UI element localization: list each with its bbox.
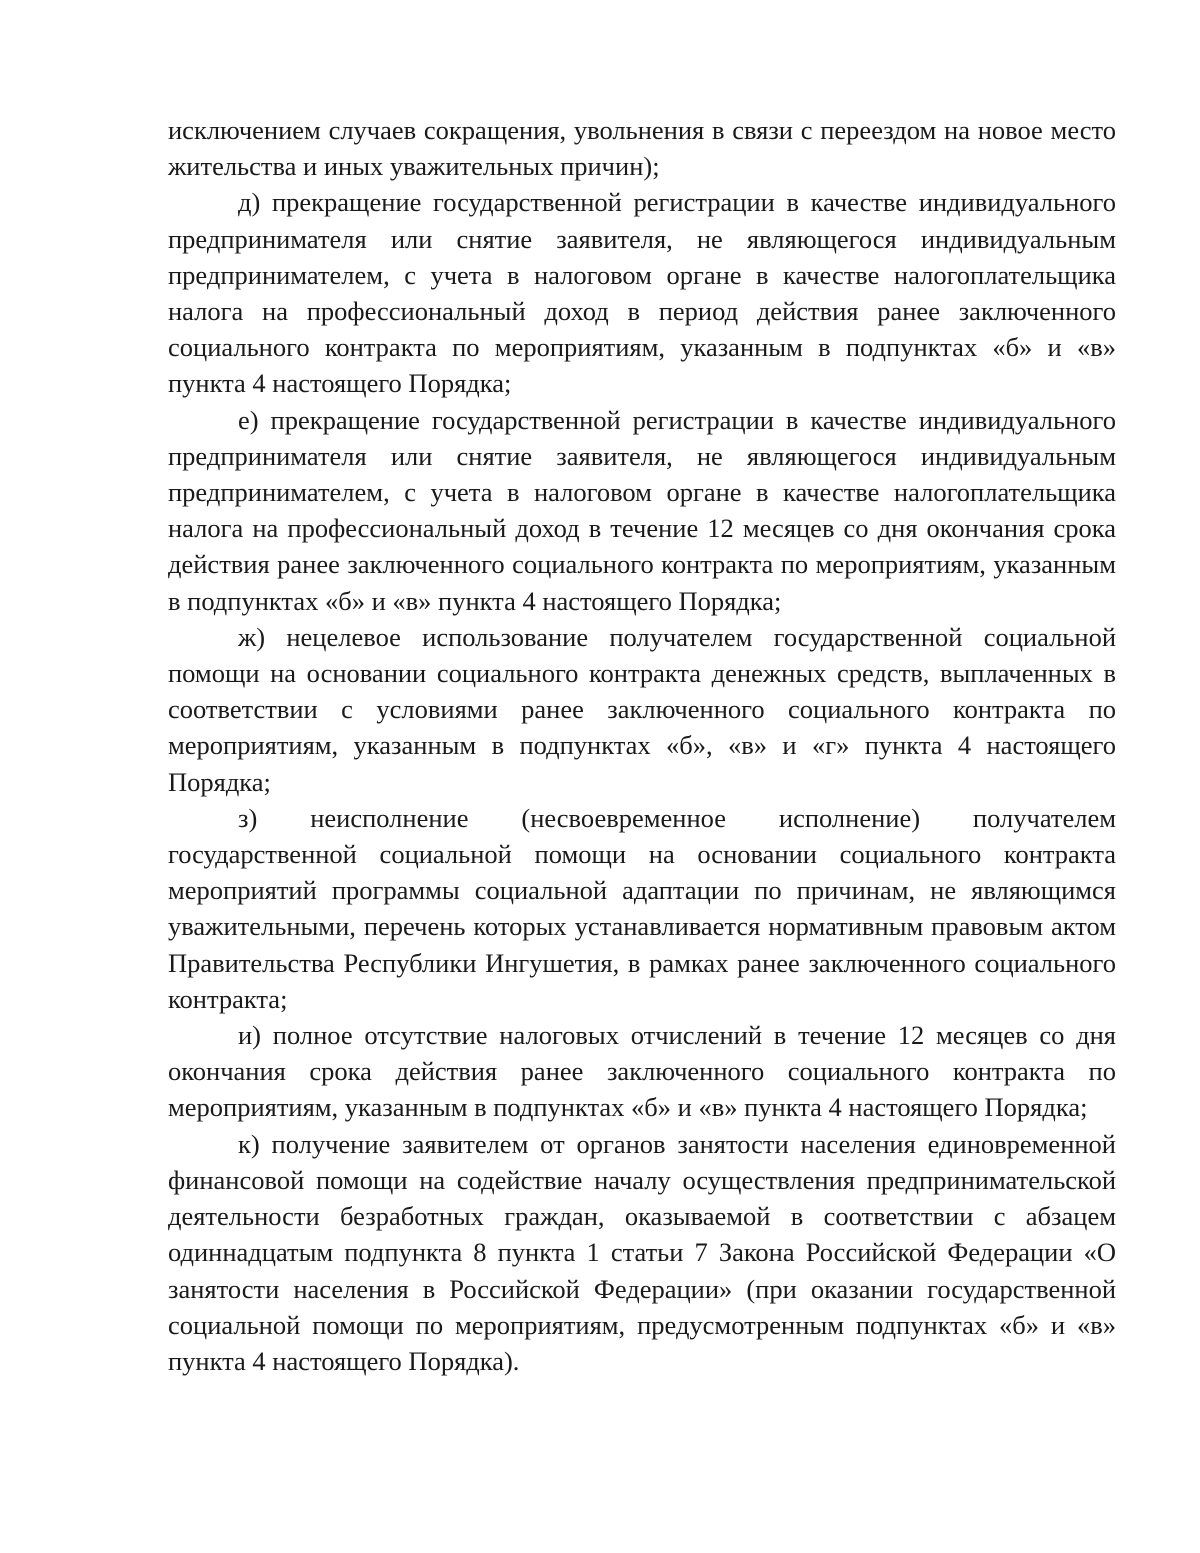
paragraph-item-zh: ж) нецелевое использование получателем государственной социальной помощи на основании социального контракта денежных средств, выплаченных в соответствии с условиями ранее заключенного социального контракта по мероприятиям, указанным в подпунктах «б», «в» и «г» пункта 4 настоящего Порядка; bbox=[168, 621, 1116, 797]
paragraph-continuation: исключением случаев сокращения, увольнения в связи с переездом на новое место жительства и иных уважительных причин); bbox=[168, 115, 1116, 182]
paragraph-item-d: д) прекращение государственной регистрации в качестве индивидуального предпринимателя или снятие заявителя, не являющегося индивидуальным предпринимателем, с учета в налоговом органе в качестве налогоплательщика налога на профессиональный доход в период действия ранее заключенного социального контракта по мероприятиям, указанным в подпунктах «б» и «в» пункта 4 настоящего Порядка; bbox=[168, 187, 1116, 399]
paragraph-item-k: к) получение заявителем от органов занятости населения единовременной финансовой помощи на содействие началу осуществления предпринимательской деятельности безработных граждан, оказываемой в соответствии с абзацем одиннадцатым подпункта 8 пункта 1 статьи 7 Закона Российской Федерации «О занятости населения в Российской Федерации» (при оказании государственной социальной помощи по мероприятиям, предусмотренным подпунктах «б» и «в» пункта 4 настоящего Порядка). bbox=[168, 1128, 1116, 1376]
paragraph-item-i: и) полное отсутствие налоговых отчислений в течение 12 месяцев со дня окончания срока действия ранее заключенного социального контракта по мероприятиям, указанным в подпунктах «б» и «в» пункта 4 настоящего Порядка; bbox=[168, 1020, 1116, 1123]
document-body bbox=[168, 112, 1116, 1379]
paragraph-item-z: з) неисполнение (несвоевременное исполнение) получателем государственной социальной помощи на основании социального контракта мероприятий программы социальной адаптации по причинам, не являющимся уважительными, перечень которых устанавливается нормативным правовым актом Правительства Республики Ингушетия, в рамках ранее заключенного социального контракта; bbox=[168, 802, 1116, 1014]
paragraph-item-e: е) прекращение государственной регистрации в качестве индивидуального предпринимателя или снятие заявителя, не являющегося индивидуальным предпринимателем, с учета в налоговом органе в качестве налогоплательщика налога на профессиональный доход в течение 12 месяцев со дня окончания срока действия ранее заключенного социального контракта по мероприятиям, указанным в подпунктах «б» и «в» пункта 4 настоящего Порядка; bbox=[168, 404, 1116, 616]
